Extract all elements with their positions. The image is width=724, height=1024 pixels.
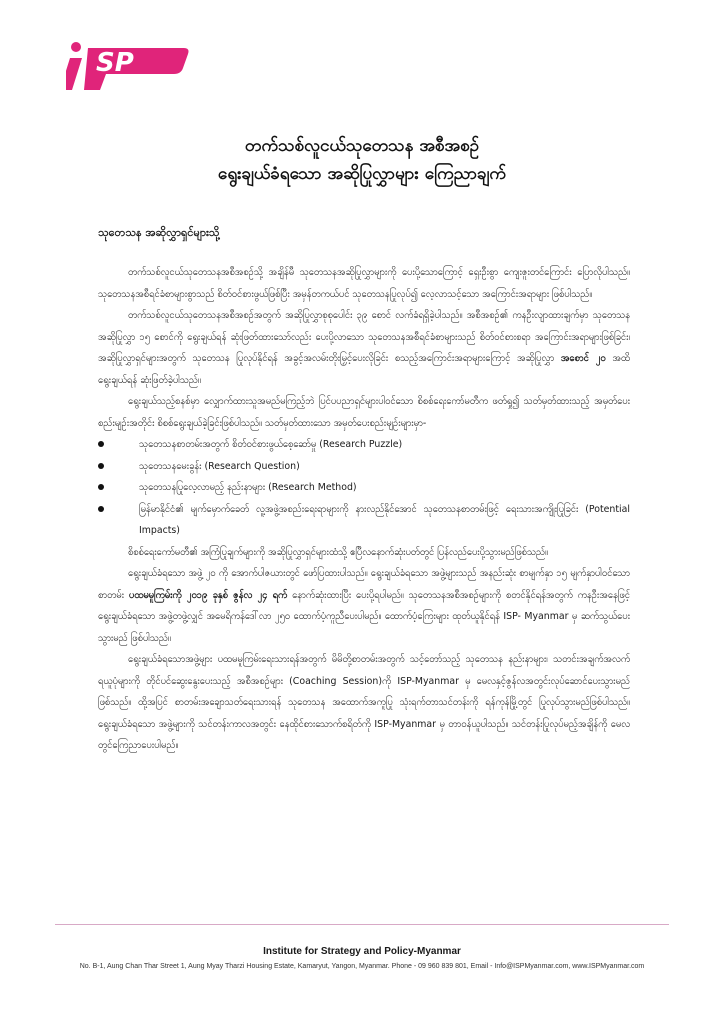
paragraph-selection-count: တက်သစ်လူငယ်သုတေသနအစီအစဉ်အတွက် အဆိုပြုလွှာစုစုပေါင်း ၃၉ စောင် လက်ခံရရှိခဲ့ပါသည်။ အစီအစဉ်၏ ကနဦးလျာထားချက်မှာ သုတေသနအဆိုပြုလွှာ ၁၅ စောင်ကို ရွေးချယ်ရန် ဆုံးဖြတ်ထားသော်လည်း ပေးပို့လာသော သုတေသနအစီရင်ခံစာများသည် စိတ်ဝင်စားစရာ အကြောင်းအရာများဖြစ်ခြင်း၊ အဆိုပြုလွှာရှင်များအတွက် သုတေသန ပြုလုပ်နိုင်ရန် အခွင့်အလမ်းတိုးမြှင့်ပေးလိုခြင်း စသည့်အကြောင်းအရာများကြောင့် အဆိုပြုလွှာ အစောင် ၂၀ အထိ ရွေးချယ်ရန် ဆုံးဖြတ်ခဲ့ပါသည်။	[98, 310, 630, 386]
salutation: သုတေသန အဆိုလွှာရှင်များသို့	[98, 226, 220, 239]
paragraph-selection-method: ရွေးချယ်သည့်စနစ်မှာ လျှောက်ထားသူအမည်မကြည့်ဘဲ ပြင်ပပညာရှင်များပါဝင်သော စိစစ်ရေးကော်မတီက ဖတ်ရှု၍ သတ်မှတ်ထားသည့် အမှတ်ပေးစည်းမျဉ်းအတိုင်း စိစစ်ရွေးချယ်ခဲ့ခြင်းဖြစ်ပါသည်။ သတ်မှတ်ထားသော အမှတ်ပေးစည်းမျဉ်းများမှာ-	[98, 396, 630, 429]
selected-count: အစောင် ၂၀	[560, 353, 606, 364]
paragraph-feedback: စိစစ်ရေးကော်မတီ၏ အကြံပြုချက်များကို အဆိုပြုလွှာရှင်များထံသို့ ဧပြီလနောက်ဆုံးပတ်တွင် ပြန်လည်ပေးပို့သွားမည်ဖြစ်သည်။	[128, 546, 548, 558]
list-item: သုတေသနမေးခွန်း (Research Question)	[98, 456, 630, 478]
bullet-icon	[98, 506, 104, 512]
deadline-text: ပထမမူကြမ်းကို ၂၀၁၉ ခုနှစ် ဇွန်လ ၂၄ ရက်	[128, 589, 288, 601]
bullet-icon	[98, 441, 104, 447]
bullet-icon	[98, 484, 104, 490]
page-subtitle: ရွေးချယ်ခံရသော အဆိုပြုလွှာများ ကြေညာချက်	[217, 164, 507, 184]
paragraph-coaching: ရွေးချယ်ခံရသောအဖွဲ့များ ပထမမူကြမ်းရေးသားရန်အတွက် မိမိတို့စာတမ်းအတွက် သင့်တော်သည့် သုတေသန နည်းနာများ၊ သတင်းအချက်အလက်ရယူပုံများကို တိုင်ပင်ဆွေးနွေးပေးသည့် အစီအစဉ်များ (Coaching Session)ကို ISP-Myanmar မှ မေလနှင့်ဇွန်လအတွင်းလုပ်ဆောင်ပေးသွားမည်ဖြစ်သည်။ ထို့အပြင် စာတမ်းအချောသတ်ရေးသားရန် သုတေသန အထောက်အကူပြု သုံးရက်တာသင်တန်းကို ရန်ကုန်မြို့တွင် ပြုလုပ်သွားမည်ဖြစ်ပါသည်။ ရွေးချယ်ခံရသော အဖွဲ့များကို သင်တန်းကာလအတွင်း နေထိုင်စားသောက်စရိတ်ကို ISP-Myanmar မှ တာဝန်ယူပါသည်။ သင်တန်းပြုလုပ်မည့်အချိန်ကို မေလတွင်ကြေညာပေးပါမည်။	[98, 654, 630, 751]
footer-organization: Institute for Strategy and Policy-Myanmar	[263, 946, 461, 957]
footer-address: No. B-1, Aung Chan Thar Street 1, Aung Myay Tharzi Housing Estate, Kamaryut, Yangon, Myanmar. Phone - 09 960 839 801, Email - Info@ISPMyanmar.com, www.ISPMyanmar.com	[79, 963, 645, 970]
paragraph-intro: တက်သစ်လူငယ်သုတေသနအစီအစဉ်သို့ အချိန်မီ သုတေသနအဆိုပြုလွှာများကို ပေးပို့သောကြောင့် ရှေးဦးစွာ ကျေးဇူးတင်ကြောင်း ပြောလိုပါသည်။ သုတေသနအစီရင်ခံစာများစွာသည် စိတ်ဝင်စားဖွယ်ဖြစ်ပြီး အမှန်တကယ်ပင် သုတေသနပြုလုပ်၍ လေ့လာသင့်သော အကြောင်းအရာများ ဖြစ်ပါသည်။	[98, 267, 630, 300]
letter-body	[98, 262, 630, 757]
list-item: သုတေသနပြုလေ့လာမည့် နည်းနာများ (Research Method)	[98, 477, 630, 499]
list-item: သုတေသနစာတမ်းအတွက် စိတ်ဝင်စားဖွယ်စေ့ဆော်မှု (Research Puzzle)	[98, 434, 630, 456]
criteria-list	[98, 434, 630, 542]
svg-text:SP: SP	[96, 48, 134, 78]
isp-logo	[66, 38, 192, 92]
footer-divider	[55, 924, 669, 925]
page-title: တက်သစ်လူငယ်သုတေသန အစီအစဉ်	[244, 136, 480, 156]
paragraph-deadline: ရွေးချယ်ခံရသော အဖွဲ့ ၂၀ ကို အောက်ပါဇယားတွင် ဖော်ပြထားပါသည်။ ရွေးချယ်ခံရသော အဖွဲ့များသည် အနည်းဆုံး စာမျက်နှာ ၁၅ မျက်နှာပါဝင်သော စာတမ်း ပထမမူကြမ်းကို ၂၀၁၉ ခုနှစ် ဇွန်လ ၂၄ ရက် နောက်ဆုံးထားပြီး ပေးပို့ရပါမည်။ သုတေသနအစီအစဉ်များကို စတင်နိုင်ရန်အတွက် ကနဦးအနေဖြင့် ရွေးချယ်ခံရသော အဖွဲ့တဖွဲ့လျှင် အမေရိကန်ဒေါ်လာ ၂၅၀ ထောက်ပံ့ကူညီပေးပါမည်။ ထောက်ပံ့ကြေးများ ထုတ်ယူနိုင်ရန် ISP- Myanmar မှ ဆက်သွယ်ပေးသွားမည် ဖြစ်ပါသည်။	[98, 568, 630, 644]
bullet-icon	[98, 463, 104, 469]
list-item: မြန်မာနိုင်ငံ၏ မျက်မှောက်ခေတ် လူ့အဖွဲ့အစည်းရေးရာများကို နားလည်နိုင်အောင် သုတေသနစာတမ်းဖြင့် ရေးသားအကျိုးပြုခြင်း (Potential Impacts)	[98, 499, 630, 542]
